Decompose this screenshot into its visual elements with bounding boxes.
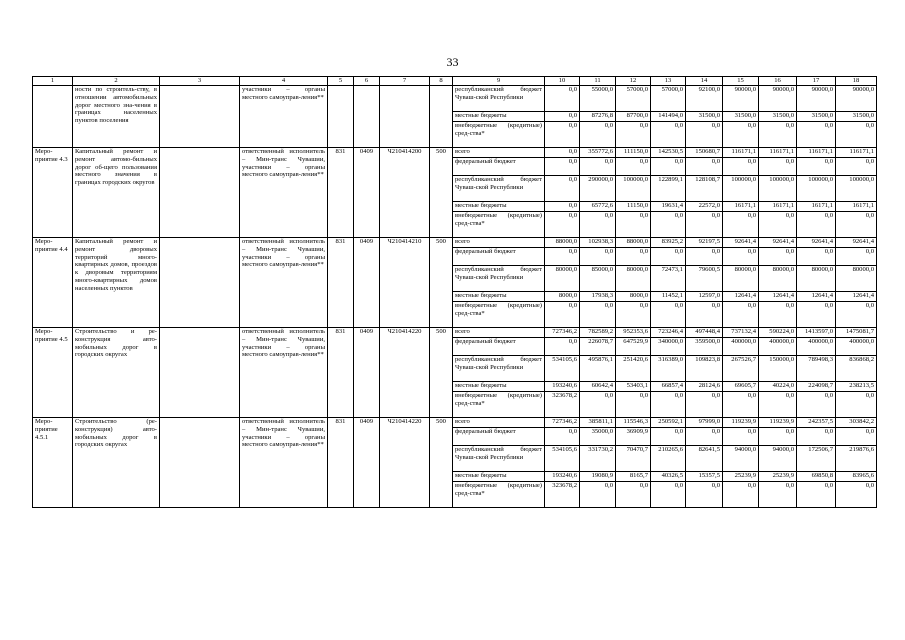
value-cell: 0,0 <box>686 122 723 148</box>
value-cell: 0,0 <box>759 212 797 238</box>
value-cell: 141494,0 <box>651 112 686 122</box>
value-cell: 0,0 <box>580 482 616 508</box>
empty-cell <box>160 148 240 238</box>
table-row <box>33 148 877 158</box>
value-cell: 0,0 <box>545 112 580 122</box>
funding-source-cell: республиканский бюджет Чуваш-ской Республики <box>453 86 545 112</box>
responsible-cell: участники – органы местного самоуправ-ления** <box>240 86 328 148</box>
value-cell: 193240,6 <box>545 472 580 482</box>
value-cell: 0,0 <box>797 482 836 508</box>
value-cell: 97999,0 <box>686 418 723 428</box>
value-cell: 116171,1 <box>723 148 759 158</box>
value-cell: 19631,4 <box>651 202 686 212</box>
column-number-cell: 3 <box>160 77 240 86</box>
value-cell: 0,0 <box>836 212 877 238</box>
value-cell: 0,0 <box>723 302 759 328</box>
value-cell: 100000,0 <box>759 176 797 202</box>
funding-source-cell: внебюджетные (кредитные) сред-ства* <box>453 212 545 238</box>
value-cell: 0,0 <box>723 212 759 238</box>
responsible-cell: ответственный исполнитель – Мин-транс Чувашии, участники – органы местного самоуправ-ления** <box>240 238 328 328</box>
csr-code-cell: Ч210414220 <box>380 328 430 418</box>
value-cell: 0,0 <box>545 248 580 266</box>
value-cell: 100000,0 <box>723 176 759 202</box>
value-cell: 102938,3 <box>580 238 616 248</box>
value-cell: 85000,0 <box>580 266 616 292</box>
value-cell: 400000,0 <box>759 338 797 356</box>
value-cell: 142530,5 <box>651 148 686 158</box>
table-row <box>33 238 877 248</box>
measure-code-cell: Меро-приятие 4.4 <box>33 238 73 328</box>
value-cell: 0,0 <box>836 428 877 446</box>
value-cell: 0,0 <box>580 122 616 148</box>
value-cell: 242357,5 <box>797 418 836 428</box>
value-cell: 400000,0 <box>723 338 759 356</box>
value-cell: 0,0 <box>836 302 877 328</box>
value-cell: 0,0 <box>797 158 836 176</box>
measure-code-cell <box>33 86 73 148</box>
value-cell: 116171,1 <box>797 148 836 158</box>
empty-cell <box>160 238 240 328</box>
value-cell: 0,0 <box>836 392 877 418</box>
value-cell: 8000,0 <box>545 292 580 302</box>
value-cell: 12641,4 <box>797 292 836 302</box>
column-number-cell: 1 <box>33 77 73 86</box>
value-cell: 0,0 <box>545 122 580 148</box>
funding-source-cell: всего <box>453 328 545 338</box>
value-cell: 495876,1 <box>580 356 616 382</box>
value-cell: 0,0 <box>836 158 877 176</box>
value-cell: 83965,6 <box>836 472 877 482</box>
value-cell: 31500,0 <box>759 112 797 122</box>
value-cell: 119239,9 <box>723 418 759 428</box>
value-cell: 0,0 <box>545 202 580 212</box>
value-cell: 12641,4 <box>759 292 797 302</box>
value-cell: 80000,0 <box>723 266 759 292</box>
value-cell: 290000,0 <box>580 176 616 202</box>
value-cell: 12641,4 <box>836 292 877 302</box>
value-cell: 782589,2 <box>580 328 616 338</box>
value-cell: 87700,0 <box>616 112 651 122</box>
value-cell: 0,0 <box>759 302 797 328</box>
funding-source-cell: местные бюджеты <box>453 382 545 392</box>
value-cell: 0,0 <box>759 248 797 266</box>
value-cell: 8000,0 <box>616 292 651 302</box>
column-number-cell: 17 <box>797 77 836 86</box>
measure-name-cell: Капитальный ремонт и ремонт автомо-бильных дорог об-щего пользования местного значения в границах городских округов <box>73 148 160 238</box>
value-cell: 70470,7 <box>616 446 651 472</box>
value-cell: 94000,0 <box>759 446 797 472</box>
value-cell: 88000,0 <box>545 238 580 248</box>
value-cell: 0,0 <box>651 248 686 266</box>
funding-source-cell: местные бюджеты <box>453 202 545 212</box>
measure-code-cell: Меро-приятие 4.3 <box>33 148 73 238</box>
funding-source-cell: всего <box>453 418 545 428</box>
value-cell: 226078,7 <box>580 338 616 356</box>
measure-code-cell: Меро-приятие 4.5 <box>33 328 73 418</box>
csr-code-cell: Ч210414210 <box>380 238 430 328</box>
value-cell: 251420,6 <box>616 356 651 382</box>
rzpr-code-cell: 0409 <box>354 418 380 508</box>
value-cell: 400000,0 <box>797 338 836 356</box>
funding-source-cell: местные бюджеты <box>453 292 545 302</box>
funding-source-cell: республиканский бюджет Чуваш-ской Республики <box>453 176 545 202</box>
value-cell: 727346,2 <box>545 418 580 428</box>
value-cell: 0,0 <box>651 122 686 148</box>
value-cell: 0,0 <box>580 392 616 418</box>
value-cell: 31500,0 <box>797 112 836 122</box>
empty-cell <box>160 328 240 418</box>
value-cell: 647529,9 <box>616 338 651 356</box>
value-cell: 115546,3 <box>616 418 651 428</box>
value-cell: 122899,1 <box>651 176 686 202</box>
value-cell: 31500,0 <box>836 112 877 122</box>
value-cell: 53403,1 <box>616 382 651 392</box>
value-cell: 0,0 <box>651 392 686 418</box>
value-cell: 82641,5 <box>686 446 723 472</box>
value-cell: 111150,0 <box>616 148 651 158</box>
value-cell: 94000,0 <box>723 446 759 472</box>
value-cell: 355772,6 <box>580 148 616 158</box>
value-cell: 0,0 <box>759 158 797 176</box>
empty-cell <box>160 86 240 148</box>
value-cell: 92641,4 <box>797 238 836 248</box>
value-cell: 789498,3 <box>797 356 836 382</box>
value-cell: 80000,0 <box>797 266 836 292</box>
value-cell: 0,0 <box>580 158 616 176</box>
funding-source-cell: местные бюджеты <box>453 472 545 482</box>
value-cell: 0,0 <box>651 428 686 446</box>
column-number-cell: 7 <box>380 77 430 86</box>
grbs-code-cell: 831 <box>328 238 354 328</box>
value-cell: 90000,0 <box>836 86 877 112</box>
value-cell: 0,0 <box>545 212 580 238</box>
value-cell: 0,0 <box>836 122 877 148</box>
value-cell: 0,0 <box>616 158 651 176</box>
value-cell: 65772,6 <box>580 202 616 212</box>
value-cell: 0,0 <box>545 428 580 446</box>
rzpr-code-cell <box>354 86 380 148</box>
value-cell: 119239,9 <box>759 418 797 428</box>
value-cell: 400000,0 <box>836 338 877 356</box>
value-cell: 323678,2 <box>545 392 580 418</box>
vr-code-cell: 500 <box>430 238 453 328</box>
value-cell: 128108,7 <box>686 176 723 202</box>
column-number-cell: 9 <box>453 77 545 86</box>
funding-source-cell: федеральный бюджет <box>453 248 545 266</box>
value-cell: 0,0 <box>545 176 580 202</box>
value-cell: 590224,0 <box>759 328 797 338</box>
column-number-cell: 2 <box>73 77 160 86</box>
value-cell: 0,0 <box>545 338 580 356</box>
value-cell: 0,0 <box>580 302 616 328</box>
value-cell: 0,0 <box>723 428 759 446</box>
rzpr-code-cell: 0409 <box>354 148 380 238</box>
value-cell: 737132,4 <box>723 328 759 338</box>
value-cell: 36909,9 <box>616 428 651 446</box>
value-cell: 250592,1 <box>651 418 686 428</box>
value-cell: 80000,0 <box>836 266 877 292</box>
csr-code-cell: Ч210414200 <box>380 148 430 238</box>
value-cell: 172506,7 <box>797 446 836 472</box>
measure-name-cell: ности по строитель-ству, в отношении автомобильных дорог местного зна-чения в границах населенных пунктов поселения <box>73 86 160 148</box>
value-cell: 90000,0 <box>723 86 759 112</box>
column-number-row <box>33 77 877 86</box>
value-cell: 0,0 <box>580 212 616 238</box>
value-cell: 340000,0 <box>651 338 686 356</box>
value-cell: 116171,1 <box>759 148 797 158</box>
value-cell: 0,0 <box>759 482 797 508</box>
value-cell: 0,0 <box>723 248 759 266</box>
value-cell: 80000,0 <box>759 266 797 292</box>
value-cell: 0,0 <box>836 248 877 266</box>
vr-code-cell: 500 <box>430 328 453 418</box>
value-cell: 238213,5 <box>836 382 877 392</box>
responsible-cell: ответственный исполнитель – Мин-транс Чувашии, участники – органы местного самоуправ-ления** <box>240 148 328 238</box>
value-cell: 0,0 <box>797 248 836 266</box>
responsible-cell: ответственный исполнитель – Мин-транс Чувашии, участники – органы местного самоуправ-ления** <box>240 328 328 418</box>
measure-name-cell: Капитальный ремонт и ремонт дворовых территорий много-квартирных домов, проездов к дворовым территориям много-квартирных домов населенных пунктов <box>73 238 160 328</box>
value-cell: 0,0 <box>723 122 759 148</box>
value-cell: 57000,0 <box>616 86 651 112</box>
value-cell: 0,0 <box>797 302 836 328</box>
value-cell: 0,0 <box>616 302 651 328</box>
value-cell: 80000,0 <box>616 266 651 292</box>
value-cell: 952353,6 <box>616 328 651 338</box>
value-cell: 17938,3 <box>580 292 616 302</box>
value-cell: 92641,4 <box>836 238 877 248</box>
value-cell: 25239,9 <box>723 472 759 482</box>
value-cell: 0,0 <box>686 392 723 418</box>
value-cell: 12597,0 <box>686 292 723 302</box>
table-body <box>33 77 877 508</box>
budget-table <box>32 76 877 508</box>
column-number-cell: 8 <box>430 77 453 86</box>
value-cell: 90000,0 <box>759 86 797 112</box>
column-number-cell: 5 <box>328 77 354 86</box>
value-cell: 0,0 <box>759 428 797 446</box>
value-cell: 0,0 <box>686 428 723 446</box>
value-cell: 0,0 <box>616 248 651 266</box>
value-cell: 16171,1 <box>797 202 836 212</box>
funding-source-cell: республиканский бюджет Чуваш-ской Республики <box>453 446 545 472</box>
value-cell: 109823,8 <box>686 356 723 382</box>
value-cell: 92641,4 <box>723 238 759 248</box>
value-cell: 28124,6 <box>686 382 723 392</box>
column-number-cell: 10 <box>545 77 580 86</box>
value-cell: 1413597,0 <box>797 328 836 338</box>
value-cell: 72473,1 <box>651 266 686 292</box>
value-cell: 55000,0 <box>580 86 616 112</box>
value-cell: 87276,8 <box>580 112 616 122</box>
column-number-cell: 14 <box>686 77 723 86</box>
funding-source-cell: федеральный бюджет <box>453 158 545 176</box>
value-cell: 0,0 <box>797 122 836 148</box>
value-cell: 80000,0 <box>545 266 580 292</box>
value-cell: 303842,2 <box>836 418 877 428</box>
grbs-code-cell <box>328 86 354 148</box>
value-cell: 0,0 <box>797 428 836 446</box>
vr-code-cell: 500 <box>430 148 453 238</box>
value-cell: 35000,0 <box>580 428 616 446</box>
value-cell: 40224,0 <box>759 382 797 392</box>
value-cell: 0,0 <box>836 482 877 508</box>
value-cell: 0,0 <box>616 392 651 418</box>
table-row <box>33 328 877 338</box>
value-cell: 66857,4 <box>651 382 686 392</box>
column-number-cell: 16 <box>759 77 797 86</box>
value-cell: 69605,7 <box>723 382 759 392</box>
value-cell: 219876,6 <box>836 446 877 472</box>
column-number-cell: 12 <box>616 77 651 86</box>
value-cell: 150000,0 <box>759 356 797 382</box>
value-cell: 16171,1 <box>723 202 759 212</box>
funding-source-cell: республиканский бюджет Чуваш-ской Республики <box>453 266 545 292</box>
column-number-cell: 6 <box>354 77 380 86</box>
column-number-cell: 18 <box>836 77 877 86</box>
value-cell: 0,0 <box>580 248 616 266</box>
funding-source-cell: всего <box>453 238 545 248</box>
vr-code-cell <box>430 86 453 148</box>
value-cell: 60642,4 <box>580 382 616 392</box>
value-cell: 116171,1 <box>836 148 877 158</box>
value-cell: 316389,0 <box>651 356 686 382</box>
value-cell: 0,0 <box>797 392 836 418</box>
funding-source-cell: внебюджетные (кредитные) сред-ства* <box>453 122 545 148</box>
value-cell: 224098,7 <box>797 382 836 392</box>
value-cell: 0,0 <box>616 482 651 508</box>
value-cell: 385811,1 <box>580 418 616 428</box>
value-cell: 497448,4 <box>686 328 723 338</box>
value-cell: 31500,0 <box>686 112 723 122</box>
value-cell: 1475081,7 <box>836 328 877 338</box>
value-cell: 193240,6 <box>545 382 580 392</box>
value-cell: 88000,0 <box>616 238 651 248</box>
value-cell: 15357,5 <box>686 472 723 482</box>
value-cell: 0,0 <box>723 158 759 176</box>
value-cell: 0,0 <box>651 302 686 328</box>
value-cell: 0,0 <box>651 482 686 508</box>
value-cell: 83925,2 <box>651 238 686 248</box>
column-number-cell: 4 <box>240 77 328 86</box>
value-cell: 92100,0 <box>686 86 723 112</box>
value-cell: 0,0 <box>545 86 580 112</box>
empty-cell <box>160 418 240 508</box>
measure-name-cell: Строительство и ре-конструкция авто-мобильных дорог в городских округах <box>73 328 160 418</box>
csr-code-cell <box>380 86 430 148</box>
value-cell: 0,0 <box>545 302 580 328</box>
value-cell: 210265,6 <box>651 446 686 472</box>
funding-source-cell: республиканский бюджет Чуваш-ской Республики <box>453 356 545 382</box>
value-cell: 8165,7 <box>616 472 651 482</box>
funding-source-cell: всего <box>453 148 545 158</box>
table-row <box>33 86 877 112</box>
rzpr-code-cell: 0409 <box>354 328 380 418</box>
value-cell: 19080,9 <box>580 472 616 482</box>
value-cell: 0,0 <box>686 248 723 266</box>
value-cell: 25239,9 <box>759 472 797 482</box>
rzpr-code-cell: 0409 <box>354 238 380 328</box>
column-number-cell: 13 <box>651 77 686 86</box>
value-cell: 534105,6 <box>545 446 580 472</box>
value-cell: 0,0 <box>545 148 580 158</box>
value-cell: 79600,5 <box>686 266 723 292</box>
value-cell: 22572,0 <box>686 202 723 212</box>
table-row <box>33 418 877 428</box>
value-cell: 12641,4 <box>723 292 759 302</box>
value-cell: 723246,4 <box>651 328 686 338</box>
value-cell: 57000,0 <box>651 86 686 112</box>
value-cell: 16171,1 <box>836 202 877 212</box>
value-cell: 92641,4 <box>759 238 797 248</box>
value-cell: 0,0 <box>545 158 580 176</box>
value-cell: 100000,0 <box>836 176 877 202</box>
value-cell: 0,0 <box>686 212 723 238</box>
value-cell: 11452,1 <box>651 292 686 302</box>
value-cell: 0,0 <box>797 212 836 238</box>
value-cell: 0,0 <box>616 122 651 148</box>
value-cell: 0,0 <box>651 212 686 238</box>
funding-source-cell: федеральный бюджет <box>453 338 545 356</box>
value-cell: 11150,0 <box>616 202 651 212</box>
funding-source-cell: местные бюджеты <box>453 112 545 122</box>
value-cell: 836868,2 <box>836 356 877 382</box>
value-cell: 92197,5 <box>686 238 723 248</box>
column-number-cell: 11 <box>580 77 616 86</box>
value-cell: 0,0 <box>759 392 797 418</box>
value-cell: 31500,0 <box>723 112 759 122</box>
value-cell: 359500,0 <box>686 338 723 356</box>
value-cell: 0,0 <box>759 122 797 148</box>
value-cell: 0,0 <box>723 482 759 508</box>
page-number: 33 <box>446 55 459 69</box>
funding-source-cell: внебюджетные (кредитные) сред-ства* <box>453 482 545 508</box>
value-cell: 40326,5 <box>651 472 686 482</box>
measure-code-cell: Меро-приятие 4.5.1 <box>33 418 73 508</box>
value-cell: 0,0 <box>686 302 723 328</box>
value-cell: 90000,0 <box>797 86 836 112</box>
value-cell: 16171,1 <box>759 202 797 212</box>
value-cell: 0,0 <box>686 482 723 508</box>
value-cell: 534105,6 <box>545 356 580 382</box>
value-cell: 727346,2 <box>545 328 580 338</box>
value-cell: 150680,7 <box>686 148 723 158</box>
funding-source-cell: внебюджетные (кредитные) сред-ства* <box>453 392 545 418</box>
grbs-code-cell: 831 <box>328 418 354 508</box>
responsible-cell: ответственный исполнитель – Мин-транс Чувашии, участники – органы местного самоуправ-ления** <box>240 418 328 508</box>
value-cell: 100000,0 <box>797 176 836 202</box>
value-cell: 331730,2 <box>580 446 616 472</box>
funding-source-cell: внебюджетные (кредитные) сред-ства* <box>453 302 545 328</box>
grbs-code-cell: 831 <box>328 148 354 238</box>
measure-name-cell: Строительство (ре-конструкция) авто-мобильных дорог в городских округах <box>73 418 160 508</box>
value-cell: 0,0 <box>616 212 651 238</box>
value-cell: 0,0 <box>723 392 759 418</box>
value-cell: 0,0 <box>686 158 723 176</box>
funding-source-cell: федеральный бюджет <box>453 428 545 446</box>
value-cell: 323678,2 <box>545 482 580 508</box>
vr-code-cell: 500 <box>430 418 453 508</box>
value-cell: 69850,8 <box>797 472 836 482</box>
value-cell: 100000,0 <box>616 176 651 202</box>
grbs-code-cell: 831 <box>328 328 354 418</box>
value-cell: 0,0 <box>651 158 686 176</box>
csr-code-cell: Ч210414220 <box>380 418 430 508</box>
value-cell: 267526,7 <box>723 356 759 382</box>
column-number-cell: 15 <box>723 77 759 86</box>
